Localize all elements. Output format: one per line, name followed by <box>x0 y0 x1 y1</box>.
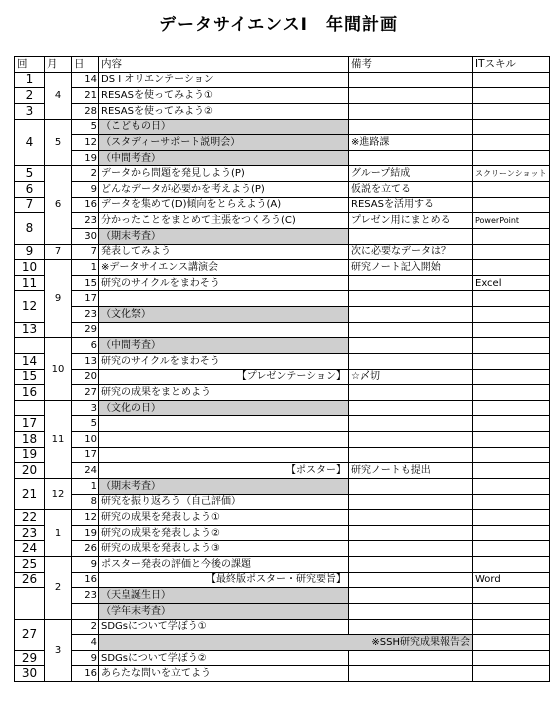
table-row <box>15 244 550 260</box>
row-day <box>72 603 99 619</box>
month-cell: 6 <box>45 166 72 244</box>
row-note: RESASを活用する <box>349 197 473 213</box>
table-row <box>15 103 550 119</box>
header-day: 日 <box>72 57 99 73</box>
row-content: （こどもの日） <box>99 119 349 135</box>
row-day: 17 <box>72 447 99 463</box>
row-note: グループ結成 <box>349 166 473 182</box>
table-row <box>15 650 550 666</box>
row-content: （文化祭） <box>99 307 349 323</box>
row-num: 18 <box>15 432 45 448</box>
row-it <box>473 244 550 260</box>
row-it <box>473 447 550 463</box>
row-content: SDGsについて学ぼう② <box>99 650 349 666</box>
row-note <box>349 510 473 526</box>
row-it <box>473 463 550 479</box>
table-row <box>15 494 550 510</box>
row-day: 9 <box>72 650 99 666</box>
row-content: （中間考査） <box>99 150 349 166</box>
row-note <box>349 525 473 541</box>
row-note: ☆〆切 <box>349 369 473 385</box>
table-row <box>15 603 550 619</box>
row-num: 10 <box>15 260 45 276</box>
row-it <box>473 322 550 338</box>
row-num: 19 <box>15 447 45 463</box>
table-row <box>15 619 550 635</box>
row-day: 13 <box>72 353 99 369</box>
row-content: 発表してみよう <box>99 244 349 260</box>
row-it: スクリーンショット <box>473 166 550 182</box>
table-row <box>15 88 550 104</box>
row-content <box>99 447 349 463</box>
table-row <box>15 275 550 291</box>
row-day: 1 <box>72 260 99 276</box>
row-day: 19 <box>72 525 99 541</box>
row-it: Excel <box>473 275 550 291</box>
row-note <box>349 322 473 338</box>
table-row <box>15 213 550 229</box>
row-it <box>473 588 550 604</box>
row-num: 20 <box>15 463 45 479</box>
row-content: （学年末考査） <box>99 603 349 619</box>
row-content: ※データサイエンス講演会 <box>99 260 349 276</box>
month-cell: 1 <box>45 510 72 557</box>
row-note <box>349 119 473 135</box>
table-row <box>15 228 550 244</box>
row-it <box>473 525 550 541</box>
row-note: 研究ノートも提出 <box>349 463 473 479</box>
row-it <box>473 182 550 198</box>
row-num: 17 <box>15 416 45 432</box>
row-content: 研究の成果を発表しよう③ <box>99 541 349 557</box>
row-num: 24 <box>15 541 45 557</box>
row-it <box>473 557 550 573</box>
row-content: （文化の日） <box>99 400 349 416</box>
row-note <box>349 447 473 463</box>
row-it <box>473 150 550 166</box>
row-day: 2 <box>72 619 99 635</box>
row-note <box>349 88 473 104</box>
row-content: 研究の成果をまとめよう <box>99 385 349 401</box>
row-it <box>473 385 550 401</box>
month-cell: 2 <box>45 557 72 620</box>
row-day: 10 <box>72 432 99 448</box>
row-content: ※SSH研究成果報告会 <box>99 635 473 651</box>
row-num: 4 <box>15 119 45 166</box>
row-note: 研究ノート記入開始 <box>349 260 473 276</box>
row-day: 1 <box>72 478 99 494</box>
row-note <box>349 432 473 448</box>
row-day: 20 <box>72 369 99 385</box>
row-it <box>473 510 550 526</box>
row-num: 25 <box>15 557 45 573</box>
table-row <box>15 307 550 323</box>
row-num: 13 <box>15 322 45 338</box>
row-num <box>15 400 45 416</box>
row-day: 9 <box>72 182 99 198</box>
row-num: 14 <box>15 353 45 369</box>
row-it: Word <box>473 572 550 588</box>
table-row <box>15 416 550 432</box>
row-it <box>473 88 550 104</box>
row-note <box>349 400 473 416</box>
row-it <box>473 353 550 369</box>
row-day: 14 <box>72 72 99 88</box>
table-row <box>15 557 550 573</box>
header-it: ITスキル <box>473 57 550 73</box>
row-num: 23 <box>15 525 45 541</box>
row-num: 11 <box>15 275 45 291</box>
row-content: RESASを使ってみよう② <box>99 103 349 119</box>
table-row <box>15 447 550 463</box>
row-it <box>473 635 550 651</box>
row-num: 26 <box>15 572 45 588</box>
table-row <box>15 260 550 276</box>
table-row <box>15 369 550 385</box>
row-content: （期末考査） <box>99 228 349 244</box>
row-content: 研究の成果を発表しよう② <box>99 525 349 541</box>
row-content: 研究のサイクルをまわそう <box>99 353 349 369</box>
row-note <box>349 228 473 244</box>
month-cell: 11 <box>45 400 72 478</box>
row-content: （スタディーサポート説明会） <box>99 135 349 151</box>
table-row <box>15 432 550 448</box>
row-num: 15 <box>15 369 45 385</box>
row-it <box>473 603 550 619</box>
header-num: 回 <box>15 57 45 73</box>
row-day: 8 <box>72 494 99 510</box>
month-cell: 10 <box>45 338 72 401</box>
row-day: 3 <box>72 400 99 416</box>
row-note <box>349 541 473 557</box>
row-it <box>473 291 550 307</box>
row-content: （天皇誕生日） <box>99 588 349 604</box>
row-num: 8 <box>15 213 45 244</box>
row-num: 2 <box>15 88 45 104</box>
row-day: 19 <box>72 150 99 166</box>
row-it <box>473 494 550 510</box>
row-day: 2 <box>72 166 99 182</box>
row-it <box>473 197 550 213</box>
table-row <box>15 400 550 416</box>
row-it <box>473 338 550 354</box>
row-content: 研究のサイクルをまわそう <box>99 275 349 291</box>
row-it <box>473 103 550 119</box>
row-content: ポスター発表の評価と今後の課題 <box>99 557 349 573</box>
row-content: 【最終版ポスター・研究要旨】 <box>99 572 349 588</box>
row-num: 21 <box>15 478 45 509</box>
row-it <box>473 416 550 432</box>
row-day: 27 <box>72 385 99 401</box>
row-content: 【ポスター】 <box>99 463 349 479</box>
row-num: 9 <box>15 244 45 260</box>
month-cell: 4 <box>45 72 72 119</box>
row-content: どんなデータが必要かを考えよう(P) <box>99 182 349 198</box>
table-row <box>15 353 550 369</box>
row-content <box>99 416 349 432</box>
row-day: 23 <box>72 213 99 229</box>
table-row <box>15 525 550 541</box>
table-row <box>15 150 550 166</box>
table-row <box>15 197 550 213</box>
table-row <box>15 588 550 604</box>
row-note <box>349 603 473 619</box>
row-it <box>473 135 550 151</box>
table-row <box>15 635 550 651</box>
row-it <box>473 72 550 88</box>
table-row <box>15 463 550 479</box>
month-cell: 5 <box>45 119 72 166</box>
header-month: 月 <box>45 57 72 73</box>
row-num: 30 <box>15 666 45 682</box>
row-it: PowerPoint <box>473 213 550 229</box>
row-day: 23 <box>72 307 99 323</box>
row-content: SDGsについて学ぼう① <box>99 619 349 635</box>
row-day: 29 <box>72 322 99 338</box>
header-content: 内容 <box>99 57 349 73</box>
row-note <box>349 385 473 401</box>
row-day: 5 <box>72 119 99 135</box>
table-row <box>15 135 550 151</box>
row-note <box>349 557 473 573</box>
table-row <box>15 338 550 354</box>
row-day: 16 <box>72 666 99 682</box>
row-it <box>473 119 550 135</box>
row-day: 16 <box>72 572 99 588</box>
row-content: 研究を振り返ろう（自己評価） <box>99 494 349 510</box>
row-day: 9 <box>72 557 99 573</box>
header-row <box>15 57 550 73</box>
row-day: 16 <box>72 197 99 213</box>
row-num: 27 <box>15 619 45 650</box>
row-content <box>99 432 349 448</box>
row-it <box>473 369 550 385</box>
row-note: 仮説を立てる <box>349 182 473 198</box>
month-cell: 3 <box>45 619 72 682</box>
table-row <box>15 666 550 682</box>
header-note: 備考 <box>349 57 473 73</box>
row-it <box>473 432 550 448</box>
row-content: （中間考査） <box>99 338 349 354</box>
row-it <box>473 478 550 494</box>
row-day: 12 <box>72 510 99 526</box>
row-note: ※進路課 <box>349 135 473 151</box>
row-num: 7 <box>15 197 45 213</box>
page-title: データサイエンスⅠ 年間計画 <box>159 15 398 35</box>
row-day: 28 <box>72 103 99 119</box>
table-row <box>15 166 550 182</box>
row-it <box>473 541 550 557</box>
table-row <box>15 182 550 198</box>
table-row <box>15 72 550 88</box>
table-row <box>15 478 550 494</box>
row-day: 17 <box>72 291 99 307</box>
table-row <box>15 291 550 307</box>
row-note <box>349 291 473 307</box>
schedule-table <box>14 56 550 682</box>
row-content: データを集めて(D)傾向をとらえよう(A) <box>99 197 349 213</box>
row-note <box>349 338 473 354</box>
row-note <box>349 650 473 666</box>
row-it <box>473 228 550 244</box>
row-it <box>473 650 550 666</box>
row-day: 7 <box>72 244 99 260</box>
row-day: 30 <box>72 228 99 244</box>
row-content: 研究の成果を発表しよう① <box>99 510 349 526</box>
row-num: 29 <box>15 650 45 666</box>
table-row <box>15 572 550 588</box>
row-num: 5 <box>15 166 45 182</box>
row-content: データから問題を発見しよう(P) <box>99 166 349 182</box>
row-num: 6 <box>15 182 45 198</box>
row-note <box>349 666 473 682</box>
row-content: （期末考査） <box>99 478 349 494</box>
row-num: 1 <box>15 72 45 88</box>
row-it <box>473 666 550 682</box>
row-note <box>349 307 473 323</box>
month-cell: 7 <box>45 244 72 260</box>
row-day: 26 <box>72 541 99 557</box>
row-note <box>349 416 473 432</box>
row-num: 22 <box>15 510 45 526</box>
row-day: 15 <box>72 275 99 291</box>
row-day: 5 <box>72 416 99 432</box>
table-row <box>15 541 550 557</box>
row-content: DS Ⅰ オリエンテーション <box>99 72 349 88</box>
row-note <box>349 572 473 588</box>
row-content: RESASを使ってみよう① <box>99 88 349 104</box>
table-row <box>15 385 550 401</box>
row-note <box>349 150 473 166</box>
table-row <box>15 322 550 338</box>
row-it <box>473 619 550 635</box>
row-it <box>473 260 550 276</box>
row-it <box>473 307 550 323</box>
row-day: 23 <box>72 588 99 604</box>
row-day: 12 <box>72 135 99 151</box>
row-content <box>99 291 349 307</box>
table-row <box>15 510 550 526</box>
row-num: 12 <box>15 291 45 322</box>
row-note: プレゼン用にまとめる <box>349 213 473 229</box>
row-num <box>15 338 45 354</box>
row-content: 分かったことをまとめて主張をつくろう(C) <box>99 213 349 229</box>
row-content: あらたな問いを立てよう <box>99 666 349 682</box>
row-day: 21 <box>72 88 99 104</box>
row-num: 16 <box>15 385 45 401</box>
row-note <box>349 275 473 291</box>
row-note <box>349 478 473 494</box>
row-note <box>349 72 473 88</box>
row-note <box>349 353 473 369</box>
row-note <box>349 103 473 119</box>
row-note <box>349 619 473 635</box>
row-content <box>99 322 349 338</box>
row-content: 【プレゼンテーション】 <box>99 369 349 385</box>
month-cell: 12 <box>45 478 72 509</box>
month-cell: 9 <box>45 260 72 338</box>
row-note <box>349 494 473 510</box>
row-note: 次に必要なデータは？ <box>349 244 473 260</box>
row-day: 24 <box>72 463 99 479</box>
row-day: 4 <box>72 635 99 651</box>
table-row <box>15 119 550 135</box>
row-num: 3 <box>15 103 45 119</box>
row-note <box>349 588 473 604</box>
row-day: 6 <box>72 338 99 354</box>
row-it <box>473 400 550 416</box>
row-num <box>15 588 45 619</box>
